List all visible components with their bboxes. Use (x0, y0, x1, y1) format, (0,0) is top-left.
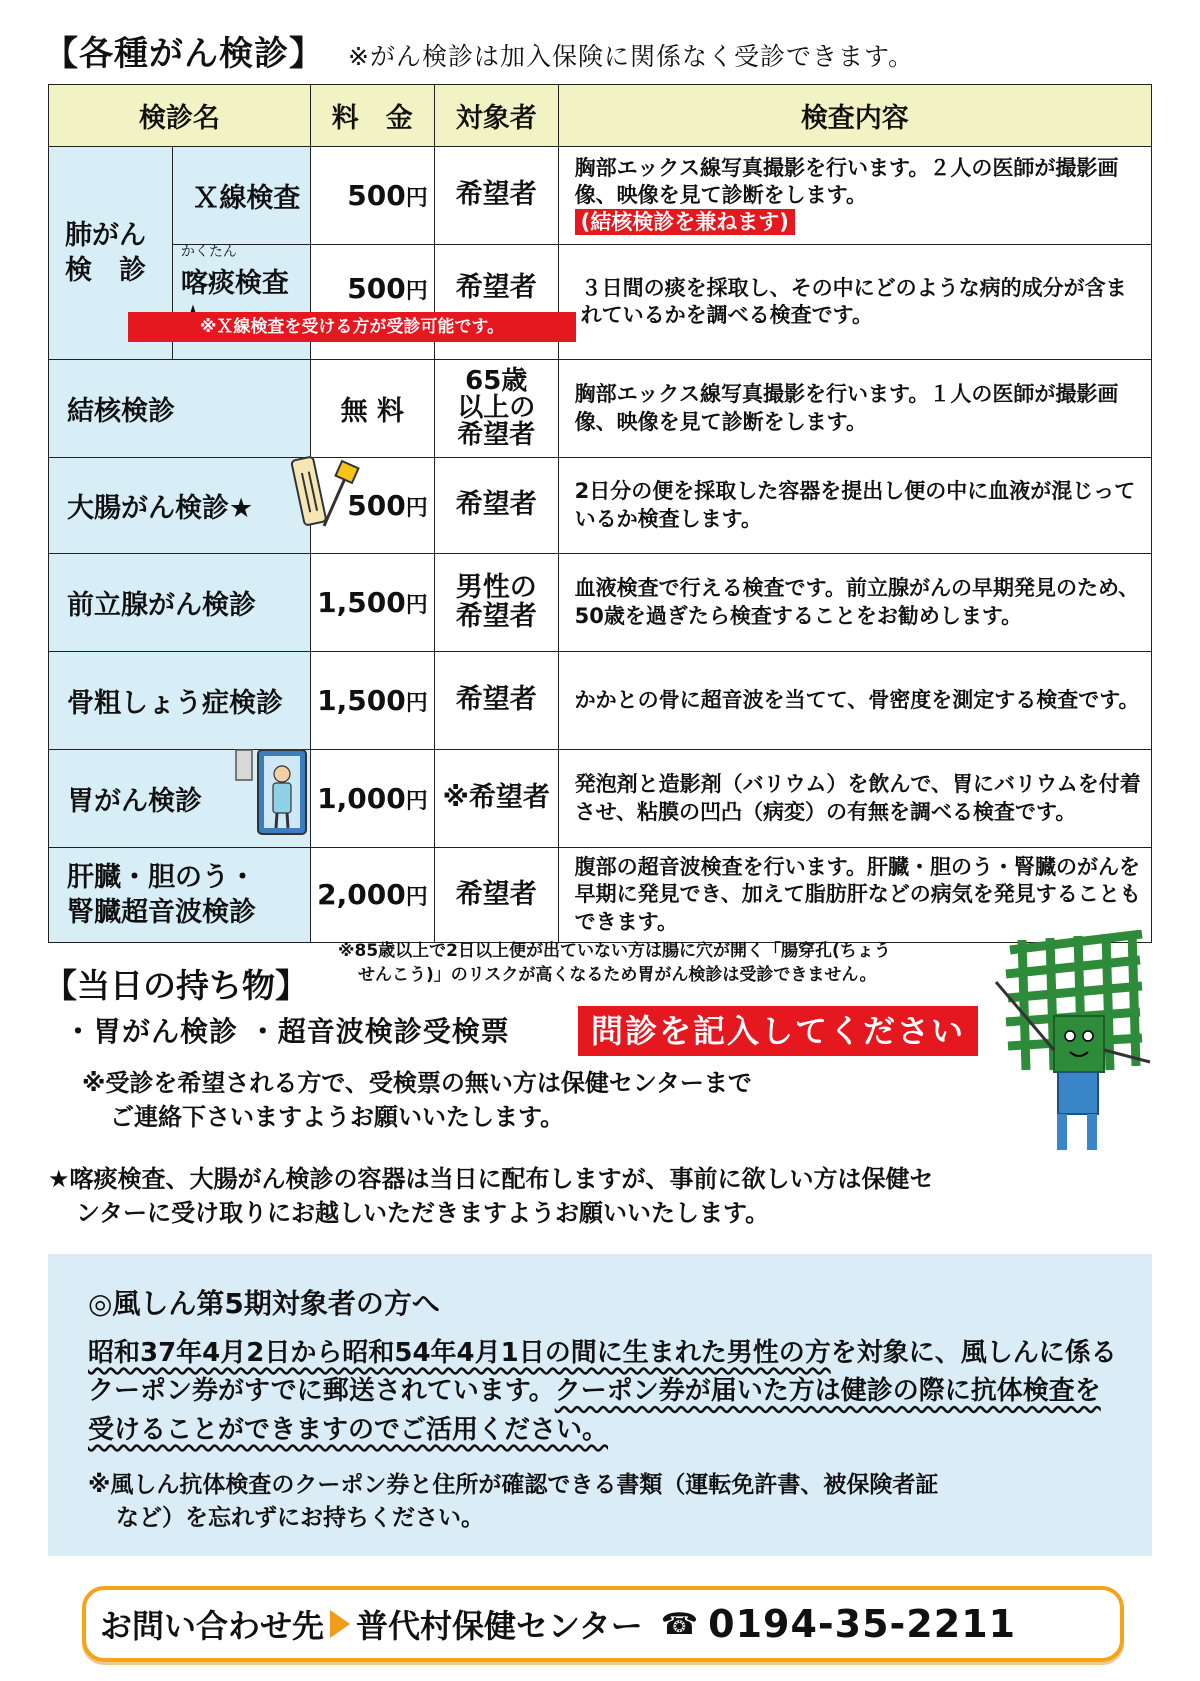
footnote-line-1: ※85歳以上で2日以上便が出ていない方は腸に穴が開く「腸穿孔(ちょう (338, 941, 891, 961)
lung-label-2: 検 診 (65, 255, 146, 286)
liver-fee (310, 848, 434, 943)
rubella-note (88, 1469, 1128, 1534)
tb-fee: 無 料 (310, 360, 434, 458)
table-row (49, 458, 1152, 554)
header (44, 26, 914, 75)
xray-name: Ｘ線検査 (172, 147, 310, 245)
container-note (48, 1162, 1158, 1230)
stomach-target: ※希望者 (434, 750, 558, 848)
lung-label-1: 肺がん (65, 219, 146, 251)
sputum-fee (310, 245, 434, 360)
health-center-name: 普代村保健センター (356, 1607, 643, 1645)
belongings-items: ・胃がん検診 ・超音波検診受検票 (64, 1015, 510, 1048)
col-header-target: 対象者 (434, 85, 558, 147)
colon-desc: 2日分の便を採取した容器を提出し便の中に血液が混じっているか検査します。 (558, 458, 1151, 554)
table-header-row (49, 85, 1152, 147)
rubella-coupon-received: クーポン券が届いた方 (554, 1376, 815, 1407)
tb-target-2: 以上の (457, 392, 536, 423)
table-row (49, 652, 1152, 750)
fee-value: 500 (347, 489, 406, 522)
table-row (49, 245, 1152, 360)
table-row (49, 554, 1152, 652)
liver-name-2: 腎臓超音波検診 (67, 896, 256, 928)
tb-desc: 胸部エックス線写真撮影を行います。１人の医師が撮影画像、映像を見て診断をします。 (558, 360, 1151, 458)
prostate-target-2: 希望者 (455, 600, 537, 632)
page-title: 【各種がん検診】 (44, 34, 324, 74)
contact-bar (82, 1586, 1124, 1662)
tb-combined-tag: (結核検診を兼ねます) (575, 209, 795, 235)
col-header-content: 検査内容 (558, 85, 1151, 147)
ticket-note (82, 1066, 752, 1134)
liver-name-1: 肝臓・胆のう・ (67, 861, 256, 893)
tb-target-3: 希望者 (457, 420, 536, 451)
xray-desc (558, 147, 1151, 245)
prostate-fee (310, 554, 434, 652)
stomach-desc: 発泡剤と造影剤（バリウム）を飲んで、胃にバリウムを付着させ、粘膜の凹凸（病変）の有無を調べる検査です。 (558, 750, 1151, 848)
fee-value: 1,000 (317, 782, 406, 815)
liver-target: 希望者 (434, 848, 558, 943)
yen-unit: 円 (405, 593, 428, 618)
rubella-title: ◎風しん第5期対象者の方へ (88, 1287, 440, 1320)
rubella-antibody-test: は健診の際に抗体検査を受けることができますのでご活用ください。 (88, 1376, 1101, 1445)
table-row (49, 848, 1152, 943)
phone-icon: ☎ (660, 1606, 699, 1642)
footnote-line-2: せんこう)」のリスクが高くなるため胃がん検診は受診できません。 (358, 964, 877, 985)
xray-desc-text: 胸部エックス線写真撮影を行います。２人の医師が撮影画像、映像を見て診断をします。 (574, 155, 1119, 207)
rubella-body (88, 1334, 1118, 1449)
yen-unit: 円 (405, 496, 428, 521)
tb-target-1: 65歳 (465, 365, 528, 396)
bone-desc: かかとの骨に超音波を当てて、骨密度を測定する検査です。 (558, 652, 1151, 750)
prostate-desc: 血液検査で行える検査です。前立腺がんの早期発見のため、50歳を過ぎたら検査することをお勧めします。 (558, 554, 1151, 652)
tb-target (434, 360, 558, 458)
yen-unit: 円 (405, 789, 428, 814)
sputum-eligibility-note: ※Ｘ線検査を受ける方が受診可能です。 (128, 312, 576, 342)
fee-value: 500 (347, 271, 406, 305)
ticket-note-line-2: ご連絡下さいますようお願いいたします。 (110, 1103, 565, 1132)
belongings-title: 【当日の持ち物】 (44, 966, 308, 1005)
rubella-note-line-2: など）を忘れずにお持ちください。 (116, 1504, 484, 1531)
yen-unit: 円 (405, 691, 428, 716)
xray-machine-icon (232, 744, 318, 840)
yen-unit: 円 (405, 885, 428, 911)
stomach-name: 胃がん検診 (49, 750, 311, 848)
table-row (49, 750, 1152, 848)
bone-name: 骨粗しょう症検診 (49, 652, 311, 750)
prostate-target-1: 男性の (455, 572, 537, 604)
colon-name: 大腸がん検診★ (49, 458, 311, 554)
stomach-fee (310, 750, 434, 848)
rubella-coupon-sent: を対象に、風しんに係るクーポン券がすでに郵送されています。 (88, 1338, 1117, 1407)
fee-value: 1,500 (317, 684, 406, 717)
fill-questionnaire-banner: 問診を記入してください (578, 1006, 978, 1056)
phone-number[interactable]: 0194-35-2211 (708, 1602, 1017, 1646)
prostate-target (434, 554, 558, 652)
yen-unit: 円 (405, 186, 428, 211)
mascot-icon (992, 930, 1152, 1160)
fee-value: 500 (347, 179, 406, 212)
sputum-desc: ３日間の痰を採取し、その中にどのような病的成分が含まれているかを調べる検査です。 (558, 245, 1151, 360)
fee-value: 2,000 (317, 878, 406, 912)
col-header-fee: 料 金 (310, 85, 434, 147)
table-row (49, 147, 1152, 245)
yen-unit: 円 (405, 278, 428, 304)
bone-target: 希望者 (434, 652, 558, 750)
colon-target: 希望者 (434, 458, 558, 554)
sputum-target: 希望者 (434, 245, 558, 360)
tb-name: 結核検診 (49, 360, 311, 458)
liver-name (49, 848, 311, 943)
arrow-right-icon (330, 1610, 350, 1638)
fee-value: 1,500 (317, 586, 406, 619)
table-row (49, 360, 1152, 458)
rubella-note-line-1: ※風しん抗体検査のクーポン券と住所が確認できる書類（運転免許書、被保険者証 (88, 1472, 939, 1498)
liver-desc: 腹部の超音波検査を行います。肝臓・胆のう・腎臓のがんを早期に発見でき、加えて脂肪肝などの病気を発見することもできます。 (558, 848, 1151, 943)
exam-table (48, 84, 1152, 943)
xray-target: 希望者 (434, 147, 558, 245)
contact-label: お問い合わせ先 (100, 1607, 325, 1645)
prostate-name: 前立腺がん検診 (49, 554, 311, 652)
stool-kit-icon (290, 452, 362, 538)
stomach-age-footnote (338, 940, 891, 988)
ticket-note-line-1: ※受診を希望される方で、受検票の無い方は保健センターまで (82, 1069, 752, 1097)
sputum-name-text: 喀痰検査 (180, 268, 289, 299)
container-note-line-1: ★喀痰検査、大腸がん検診の容器は当日に配布しますが、事前に欲しい方は保健セ (48, 1165, 934, 1193)
bone-fee (310, 652, 434, 750)
col-header-name: 検診名 (49, 85, 311, 147)
insurance-note: ※がん検診は加入保険に関係なく受診できます。 (348, 42, 914, 71)
rubella-section (48, 1254, 1152, 1556)
rubella-target-birthdates: 昭和37年4月2日から昭和54年4月1日の間に生まれた男性の方 (88, 1338, 831, 1368)
xray-fee (310, 147, 434, 245)
sputum-name (172, 245, 310, 360)
container-note-line-2: ンターに受け取りにお越しいただきますようお願いいたします。 (76, 1199, 770, 1228)
sputum-ruby: かくたん (180, 244, 237, 260)
